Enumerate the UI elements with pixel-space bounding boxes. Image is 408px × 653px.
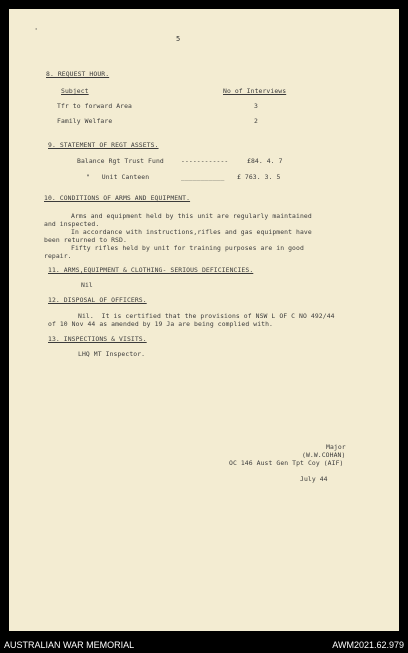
section-11-heading: 11. ARMS,EQUIPMENT & CLOTHING- SERIOUS DEFICIENCIES. — [48, 266, 254, 274]
interviews-column-header: No of Interviews — [223, 87, 287, 95]
section-10-text: repair. — [44, 252, 72, 260]
leader-dashes: ------------ — [181, 157, 229, 165]
page-number: 5 — [176, 35, 181, 43]
footer-accession-number: AWM2021.62.979 — [332, 640, 404, 650]
signature-unit: OC 146 Aust Gen Tpt Coy (AIF) — [229, 459, 344, 467]
unit-canteen-label: " Unit Canteen — [86, 173, 150, 181]
section-10-heading: 10. CONDITIONS OF ARMS AND EQUIPMENT. — [44, 194, 191, 202]
section-12-text: of 10 Nov 44 as amended by 19 Ja are being complied with. — [48, 320, 274, 328]
section-12-heading: 12. DISPOSAL OF OFFICERS. — [48, 296, 147, 304]
section-10-text: Arms and equipment held by this unit are regularly maintained — [71, 212, 312, 220]
section-10-text: In accordance with instructions,rifles and gas equipment have — [71, 228, 312, 236]
section-10-text: Fifty rifles held by unit for training purposes are in good — [71, 244, 304, 252]
document-page — [9, 9, 399, 631]
leader-dashes: ___________ — [181, 173, 225, 181]
section-8-heading: 8. REQUEST HOUR. — [46, 70, 110, 78]
request-row-count: 3 — [254, 102, 258, 110]
section-12-text: Nil. It is certified that the provisions of NSW L OF C NO 492/44 — [78, 312, 335, 320]
section-10-text: and inspected. — [44, 220, 100, 228]
signature-date: July 44 — [300, 475, 328, 483]
request-row-subject: Tfr to forward Area — [57, 102, 133, 110]
section-10-text: been returned to RSD. — [44, 236, 127, 244]
section-13-text: LHQ MT Inspector. — [78, 350, 146, 358]
section-9-heading: 9. STATEMENT OF REGT ASSETS. — [48, 141, 159, 149]
trust-fund-label: Balance Rgt Trust Fund — [77, 157, 164, 165]
trust-fund-value: £84. 4. 7 — [247, 157, 283, 165]
request-row-count: 2 — [254, 117, 258, 125]
request-row-subject: Family Welfare — [57, 117, 113, 125]
subject-column-header: Subject — [61, 87, 89, 95]
signature-rank: Major — [326, 443, 346, 451]
footer-bar — [0, 638, 408, 653]
unit-canteen-value: £ 763. 3. 5 — [237, 173, 281, 181]
pencil-mark: ' — [34, 27, 39, 35]
section-11-text: Nil — [81, 281, 93, 289]
section-13-heading: 13. INSPECTIONS & VISITS. — [48, 335, 147, 343]
footer-archive-name: AUSTRALIAN WAR MEMORIAL — [4, 640, 135, 650]
signature-name: (W.W.COHAN) — [302, 451, 346, 459]
